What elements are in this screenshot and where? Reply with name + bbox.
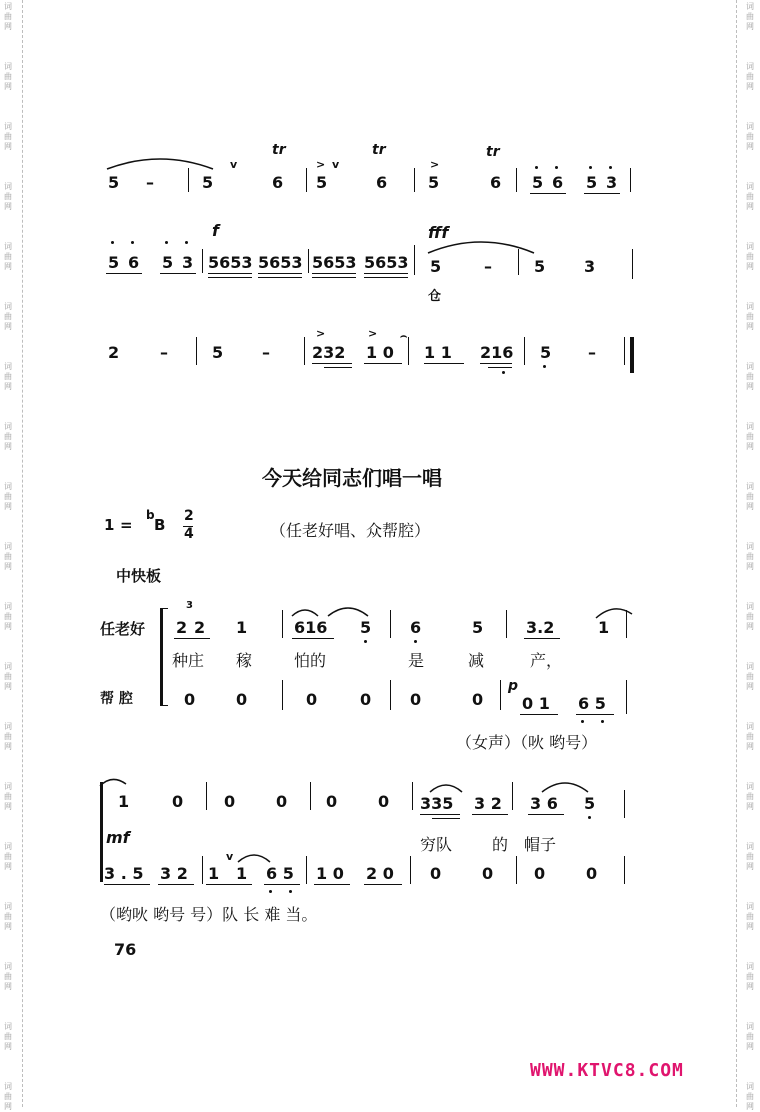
underline	[488, 367, 512, 368]
barline	[390, 610, 391, 638]
underline	[264, 884, 300, 885]
low-octave-dot	[269, 890, 272, 893]
underline	[528, 814, 564, 815]
staccato-dot	[589, 166, 592, 169]
dynamic-fff: fff	[428, 223, 449, 242]
low-octave-dot	[588, 816, 591, 819]
barline	[414, 168, 415, 192]
watermark-stamp: 词 曲 网	[746, 1082, 754, 1111]
dynamic-p: p	[508, 678, 519, 694]
score-row-5	[0, 676, 760, 736]
watermark-stamp: 词 曲 网	[4, 782, 12, 811]
underline	[424, 363, 464, 364]
barline	[202, 856, 203, 884]
grace-note: 3	[186, 600, 193, 611]
barline	[412, 782, 413, 810]
note: 5	[360, 618, 372, 637]
time-sig-denominator: 4	[184, 526, 194, 542]
note: 6	[376, 173, 388, 192]
key-equals: =	[120, 516, 133, 534]
watermark-stamp: 词 曲 网	[4, 962, 12, 991]
note: 6	[272, 173, 284, 192]
barline	[306, 856, 307, 884]
underline	[364, 273, 408, 274]
note: 5	[212, 343, 224, 362]
note: 1	[236, 864, 248, 883]
breath-mark: v	[230, 158, 238, 171]
trill-mark: tr	[272, 142, 286, 158]
barline	[500, 680, 501, 710]
note-group: 3.2	[526, 618, 555, 637]
barline	[310, 782, 311, 810]
key-flat: b	[146, 508, 155, 522]
watermark-stamp: 词 曲 网	[4, 902, 12, 931]
barline	[196, 337, 197, 365]
staccato-dot	[555, 166, 558, 169]
watermark-stamp: 词 曲 网	[746, 62, 754, 91]
barline	[524, 337, 525, 365]
lyric: 的	[492, 835, 509, 854]
rest: 0	[360, 690, 372, 709]
underline	[206, 884, 252, 885]
lyric: 种庄	[172, 651, 205, 670]
note: 1	[118, 792, 130, 811]
note-group: 232	[312, 343, 346, 362]
barline	[506, 610, 507, 638]
staccato-dot	[185, 241, 188, 244]
note-group: 1 0	[366, 343, 394, 362]
watermark-stamp: 词 曲 网	[4, 362, 12, 391]
note: 2	[108, 343, 120, 362]
key-signature	[104, 506, 204, 546]
watermark-stamp: 词 曲 网	[746, 362, 754, 391]
watermark-stamp: 词 曲 网	[746, 422, 754, 451]
note: 2	[194, 618, 206, 637]
dynamic-mf: mf	[106, 828, 130, 847]
watermark-stamp: 词 曲 网	[4, 122, 12, 151]
barline	[202, 249, 203, 273]
trill-mark: tr	[372, 142, 386, 158]
staccato-dot	[165, 241, 168, 244]
dash: –	[484, 257, 492, 276]
lyric: 穷队	[420, 835, 453, 854]
watermark-stamp: 词 曲 网	[4, 62, 12, 91]
fermata-mark: ⌢	[400, 329, 408, 342]
page-number: 76	[114, 940, 137, 959]
note: 5	[162, 253, 174, 272]
underline	[258, 277, 302, 278]
rest: 0	[482, 864, 494, 883]
note: 2	[176, 618, 188, 637]
watermark-stamp: 词 曲 网	[746, 722, 754, 751]
accent-mark: >	[316, 327, 326, 340]
barline	[188, 168, 189, 192]
breath-mark: v	[332, 158, 340, 171]
note-group: 1 0	[316, 864, 344, 883]
score-row-7	[0, 850, 760, 910]
rest: 0	[184, 690, 196, 709]
watermark-stamp: 词 曲 网	[746, 122, 754, 151]
low-octave-dot	[289, 890, 292, 893]
note: 5	[584, 794, 596, 813]
watermark-stamp: 词 曲 网	[4, 722, 12, 751]
barline	[304, 337, 305, 365]
underline	[432, 818, 460, 819]
rest: 0	[236, 690, 248, 709]
note: 5	[428, 173, 440, 192]
score-row-4	[0, 600, 760, 660]
watermark-stamp: 词 曲 网	[746, 242, 754, 271]
staccato-dot	[535, 166, 538, 169]
rest: 0	[586, 864, 598, 883]
footer-url: WWW.KTVC8.COM	[530, 1060, 684, 1081]
slur	[428, 780, 464, 794]
watermark-stamp: 词 曲 网	[4, 242, 12, 271]
dash: –	[262, 343, 270, 362]
slur	[326, 604, 370, 618]
underline	[174, 638, 210, 639]
lyric: 是	[408, 651, 425, 670]
note: 5	[430, 257, 442, 276]
note-group: 3 2	[160, 864, 188, 883]
underline	[160, 273, 196, 274]
barline	[308, 249, 309, 273]
low-octave-dot	[502, 371, 505, 374]
barline	[282, 610, 283, 638]
note: 5	[534, 257, 546, 276]
note: 6	[490, 173, 502, 192]
underline	[324, 367, 352, 368]
underline	[104, 884, 150, 885]
key-one: 1	[104, 516, 115, 534]
underline	[312, 273, 356, 274]
underline	[584, 193, 620, 194]
note-group: 216	[480, 343, 514, 362]
note-group: 5653	[364, 253, 409, 272]
trill-mark: tr	[486, 144, 500, 160]
score-row-3	[0, 315, 760, 375]
watermark-stamp: 词 曲 网	[4, 1082, 12, 1111]
note-group: 3 6	[530, 794, 558, 813]
note-group: 5653	[258, 253, 303, 272]
underline	[576, 714, 614, 715]
part-label-bang: 帮 腔	[100, 691, 133, 707]
rest: 0	[472, 690, 484, 709]
note: 6	[410, 618, 422, 637]
note: 5	[532, 173, 544, 192]
low-octave-dot	[543, 365, 546, 368]
note: 3	[606, 173, 618, 192]
watermark-stamp: 词 曲 网	[746, 842, 754, 871]
song-title: 今天给同志们唱一唱	[262, 466, 442, 490]
underline	[530, 193, 566, 194]
watermark-stamp: 词 曲 网	[746, 182, 754, 211]
rest: 0	[534, 864, 546, 883]
watermark-stamp: 词 曲 网	[4, 482, 12, 511]
watermark-stamp: 词 曲 网	[4, 662, 12, 691]
lyric: 产，	[530, 651, 563, 670]
lyric: 帽子	[524, 835, 557, 854]
barline	[408, 337, 409, 365]
underline	[364, 884, 402, 885]
note: 5	[586, 173, 598, 192]
note-group: 3 2	[474, 794, 502, 813]
dash: –	[146, 173, 154, 192]
note: 6	[128, 253, 140, 272]
barline	[632, 249, 633, 279]
underline	[312, 277, 356, 278]
lyric: 减	[468, 651, 485, 670]
barline	[414, 245, 415, 275]
score-row-6	[0, 776, 760, 836]
low-octave-dot	[581, 720, 584, 723]
note-group: 5653	[312, 253, 357, 272]
watermark-stamp: 词 曲 网	[746, 542, 754, 571]
barline	[626, 610, 627, 638]
lyric-line-4: （哟吙 哟号 号）队 长 难 当。	[100, 905, 318, 924]
rest: 0	[224, 792, 236, 811]
barline	[206, 782, 207, 810]
note-group: 6 5	[578, 694, 606, 713]
barline	[630, 168, 631, 192]
note: 1	[598, 618, 610, 637]
key-note: B	[154, 516, 166, 534]
watermark-stamp: 词 曲 网	[746, 2, 754, 31]
note: 6	[552, 173, 564, 192]
score-row-1	[0, 140, 760, 200]
note-group: 5653	[208, 253, 253, 272]
note: 5	[108, 253, 120, 272]
part-label-ren: 任老好	[100, 620, 146, 638]
barline	[390, 680, 391, 710]
barline	[516, 856, 517, 884]
lyric-line-2: （女声）（吙 哟号）	[456, 733, 598, 752]
rest: 0	[378, 792, 390, 811]
rest: 0	[172, 792, 184, 811]
barline	[626, 680, 627, 714]
lyric: 怕的	[294, 651, 327, 670]
underline	[472, 814, 508, 815]
underline	[208, 277, 252, 278]
watermark-stamp: 词 曲 网	[4, 542, 12, 571]
score-row-2	[0, 215, 760, 304]
staccato-dot	[131, 241, 134, 244]
underline	[420, 814, 460, 815]
underline	[106, 273, 142, 274]
underline	[312, 363, 352, 364]
watermark-stamp: 词 曲 网	[4, 422, 12, 451]
staccato-dot	[609, 166, 612, 169]
watermark-stamp: 词 曲 网	[746, 782, 754, 811]
watermark-stamp: 词 曲 网	[4, 602, 12, 631]
underline	[524, 638, 560, 639]
slur	[236, 850, 272, 864]
note-group: 1 1	[424, 343, 452, 362]
underline	[292, 638, 334, 639]
credit-line: （任老好唱、众帮腔）	[270, 521, 431, 540]
underline	[158, 884, 194, 885]
barline	[624, 337, 625, 365]
underline	[258, 273, 302, 274]
watermark-stamp: 词 曲 网	[4, 2, 12, 31]
accent-mark: >	[368, 327, 378, 340]
note: 5	[202, 173, 214, 192]
note: 3	[182, 253, 194, 272]
rest: 0	[276, 792, 288, 811]
low-octave-dot	[414, 640, 417, 643]
barline	[624, 856, 625, 884]
underline	[364, 277, 408, 278]
rest: 0	[306, 690, 318, 709]
note-group: 0 1	[522, 694, 550, 713]
barline	[516, 168, 517, 192]
watermark-stamp: 词 曲 网	[4, 1022, 12, 1051]
rest: 0	[430, 864, 442, 883]
barline	[624, 790, 625, 818]
rest: 0	[326, 792, 338, 811]
tempo-marking: 中快板	[116, 567, 162, 585]
lyric: 稼	[236, 651, 253, 670]
underline	[314, 884, 350, 885]
note: 5	[472, 618, 484, 637]
accent-mark: >	[316, 158, 326, 171]
watermark-stamp: 词 曲 网	[4, 182, 12, 211]
note-group: 3 . 5	[104, 864, 144, 883]
watermark-stamp: 词 曲 网	[746, 902, 754, 931]
note: 5	[108, 173, 120, 192]
barline	[282, 680, 283, 710]
breath-mark: v	[226, 850, 234, 863]
watermark-stamp: 词 曲 网	[746, 602, 754, 631]
watermark-stamp: 词 曲 网	[746, 962, 754, 991]
note: 1	[236, 618, 248, 637]
note: 5	[540, 343, 552, 362]
note-group: 2 0	[366, 864, 394, 883]
underline	[480, 363, 512, 364]
barline	[518, 249, 519, 275]
underline	[520, 714, 558, 715]
underline	[208, 273, 252, 274]
time-sig-numerator: 2	[184, 508, 194, 524]
watermark-stamp: 词 曲 网	[746, 662, 754, 691]
slur	[540, 778, 590, 794]
slur	[290, 606, 320, 618]
barline	[512, 782, 513, 810]
underline	[364, 363, 402, 364]
staccato-dot	[111, 241, 114, 244]
note-group: 616	[294, 618, 328, 637]
watermark-stamp: 词 曲 网	[4, 302, 12, 331]
slur	[105, 155, 215, 175]
barline	[306, 168, 307, 192]
watermark-stamp: 词 曲 网	[746, 1022, 754, 1051]
accent-mark: >	[430, 158, 440, 171]
low-octave-dot	[364, 640, 367, 643]
rest: 0	[410, 690, 422, 709]
slur	[426, 239, 536, 259]
low-octave-dot	[601, 720, 604, 723]
note-group: 335	[420, 794, 454, 813]
final-barline	[630, 337, 634, 373]
watermark-stamp: 词 曲 网	[746, 302, 754, 331]
note-group: 6 5	[266, 864, 294, 883]
barline	[410, 856, 411, 884]
note: 5	[316, 173, 328, 192]
dash: –	[588, 343, 596, 362]
dash: –	[160, 343, 168, 362]
watermark-stamp: 词 曲 网	[746, 482, 754, 511]
dynamic-f: f	[212, 221, 219, 240]
note: 1	[208, 864, 220, 883]
watermark-stamp: 词 曲 网	[4, 842, 12, 871]
note: 3	[584, 257, 596, 276]
percussion-cang: 仓	[428, 289, 442, 304]
